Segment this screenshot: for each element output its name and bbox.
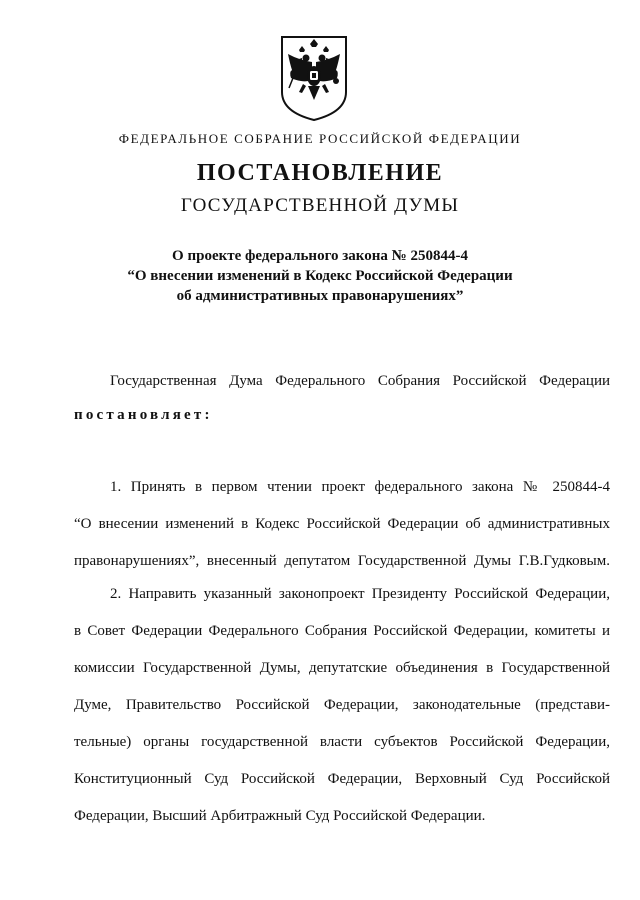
- subject-line: об административных правонарушениях”: [176, 288, 464, 304]
- paragraph-line: 2. Направить указанный законопроект Президенту Российской Федерации,: [110, 586, 610, 602]
- paragraph-line: комиссии Государственной Думы, депутатские объединения в Государственной: [74, 660, 610, 676]
- subject-line: “О внесении изменений в Кодекс Российской Федерации: [127, 268, 513, 284]
- subject-line: О проекте федерального закона № 250844-4: [172, 248, 468, 264]
- paragraph-line: тельные) органы государственной власти субъектов Российской Федерации,: [74, 734, 610, 750]
- resolution-item-1: [74, 469, 610, 580]
- preamble: [74, 363, 610, 430]
- paragraph-line: правонарушениях”, внесенный депутатом Государственной Думы Г.В.Гудковым.: [74, 553, 610, 569]
- paragraph-line: Конституционный Суд Российской Федерации, Верховный Суд Российской: [74, 771, 610, 787]
- paragraph-line: в Совет Федерации Федерального Собрания Российской Федерации, комитеты и: [74, 623, 610, 639]
- preamble-line: Государственная Дума Федерального Собрания Российской Федерации: [110, 373, 610, 389]
- paragraph-line: 1. Принять в первом чтении проект федерального закона № 250844-4: [110, 479, 610, 495]
- resolves-heading: постановляет:: [74, 407, 213, 423]
- coat-of-arms-icon: [279, 34, 349, 122]
- organization-name: ФЕДЕРАЛЬНОЕ СОБРАНИЕ РОССИЙСКОЙ ФЕДЕРАЦИИ: [118, 131, 522, 146]
- document-authority: ГОСУДАРСТВЕННОЙ ДУМЫ: [180, 195, 460, 216]
- paragraph-line: Федерации, Высший Арбитражный Суд Российской Федерации.: [74, 808, 486, 824]
- resolution-item-2: [74, 576, 610, 835]
- document-type: ПОСТАНОВЛЕНИЕ: [196, 160, 444, 186]
- document-subject: [0, 246, 640, 306]
- paragraph-line: “О внесении изменений в Кодекс Российской Федерации об административных: [74, 516, 610, 532]
- paragraph-line: Думе, Правительство Российской Федерации, законодательные (представи-: [74, 697, 610, 713]
